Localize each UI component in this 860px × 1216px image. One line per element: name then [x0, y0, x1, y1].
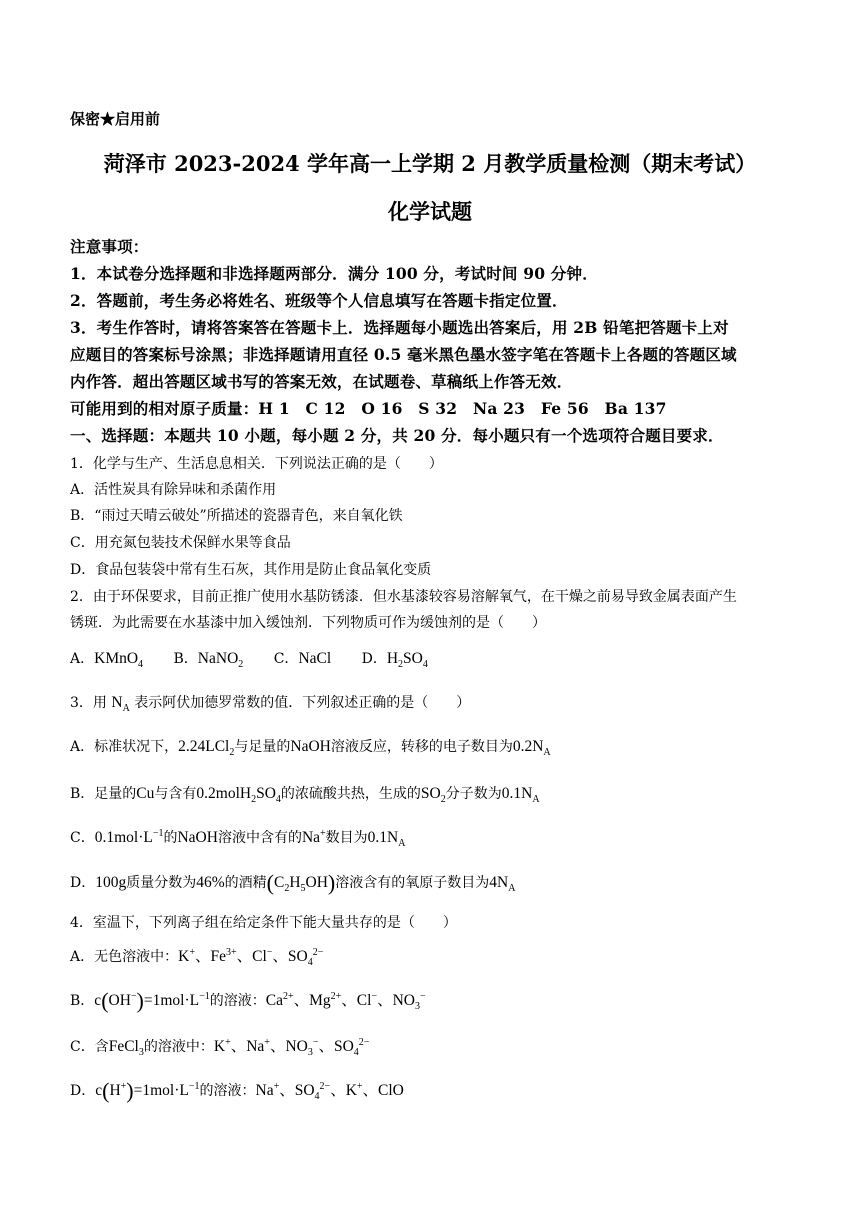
q1-option-d: D．食品包装袋中常有生石灰，其作用是防止食品氧化变质	[70, 562, 432, 578]
subject-title: 化学试题	[388, 199, 472, 224]
q1-option-a: A．活性炭具有除异味和杀菌作用	[70, 482, 277, 498]
notice-item-3-line-1: 3．考生作答时，请将答案答在答题卡上．选择题每小题选出答案后，用 2B 铅笔把答题卡上对	[70, 318, 729, 337]
q1-option-b: B．“雨过天晴云破处”所描述的瓷器青色，来自氧化铁	[70, 508, 403, 524]
notice-item-1: 1．本试卷分选择题和非选择题两部分．满分 100 分，考试时间 90 分钟．	[70, 264, 598, 283]
q1-stem: 1．化学与生产、生活息息相关．下列说法正确的是（ ）	[70, 456, 443, 472]
q4-option-d: D．$c(H^+)=1mol\cdot L^{-1}$的溶液：Na+、$SO_4^{2-}$、K+、ClO	[70, 1078, 404, 1103]
q2-stem-line-1: 2．由于环保要求，目前正推广使用水基防锈漆．但水基漆较容易溶解氧气，在干燥之前易导致金属表面产生	[70, 589, 737, 605]
q2-options: A．KMnO$_4$ B．NaNO$_2$ C．NaCl D．$H_2SO_4$	[70, 650, 428, 671]
notice-item-3-line-2: 应题目的答案标号涂黑；非选择题请用直径 0.5 毫米黑色墨水签字笔在答题卡上各题的答题区域	[70, 345, 737, 364]
q4-option-a: A．无色溶液中：K+、$Fe^{3+}$、Cl−、$SO_4^{2-}$	[70, 946, 324, 969]
atomic-masses: 可能用到的相对原子质量：H 1 C 12 O 16 S 32 Na 23 Fe 56 Ba 137	[70, 399, 667, 418]
q3-option-b: B．足量的Cu与含有$0.2molH_2SO_4$的浓硫酸共热，生成的$SO_2$分子数为$0.1N_A$	[70, 785, 540, 806]
q4-option-c: C．含FeCl$_3$的溶液中：K+、Na+、$NO_3^-$、$SO_4^{2-}$	[70, 1036, 370, 1059]
q3-option-c: C．$0.1mol\cdot L^{-1}$的NaOH溶液中含有的Na+数目为$0.1N_A$	[70, 827, 406, 850]
q4-option-b: B．$c(OH^-)=1mol\cdot L^{-1}$的溶液：$Ca^{2+}$、$Mg^{2+}$、Cl−、$NO_3^-$	[70, 988, 426, 1013]
notice-item-3-line-3: 内作答．超出答题区域书写的答案无效，在试题卷、草稿纸上作答无效．	[70, 372, 573, 391]
q1-option-c: C．用充氮包装技术保鲜水果等食品	[70, 535, 291, 551]
q3-stem: 3．用 $N_A$ 表示阿伏加德罗常数的值．下列叙述正确的是（ ）	[70, 694, 471, 715]
section-1-heading: 一、选择题：本题共 10 小题，每小题 2 分，共 20 分．每小题只有一个选项符合题目要求．	[70, 426, 724, 445]
exam-title: 菏泽市 2023-2024 学年高一上学期 2 月教学质量检测（期末考试）	[103, 151, 757, 176]
notice-item-2: 2．答题前，考生务必将姓名、班级等个人信息填写在答题卡指定位置．	[70, 291, 568, 310]
q2-stem-line-2: 锈斑．为此需要在水基漆中加入缓蚀剂．下列物质可作为缓蚀剂的是（ ）	[70, 615, 546, 631]
confidential-label: 保密★启用前	[70, 110, 161, 128]
q4-stem: 4．室温下，下列离子组在给定条件下能大量共存的是（ ）	[70, 915, 457, 931]
q3-option-d: D．100g质量分数为46%的酒精$(C_2H_5OH)$溶液含有的氧原子数目为$4N_A$	[70, 870, 516, 895]
q3-option-a: A．标准状况下，2.24LCl$_2$与足量的NaOH溶液反应，转移的电子数目为$0.2N_A$	[70, 738, 551, 759]
notice-heading: 注意事项：	[70, 237, 149, 256]
